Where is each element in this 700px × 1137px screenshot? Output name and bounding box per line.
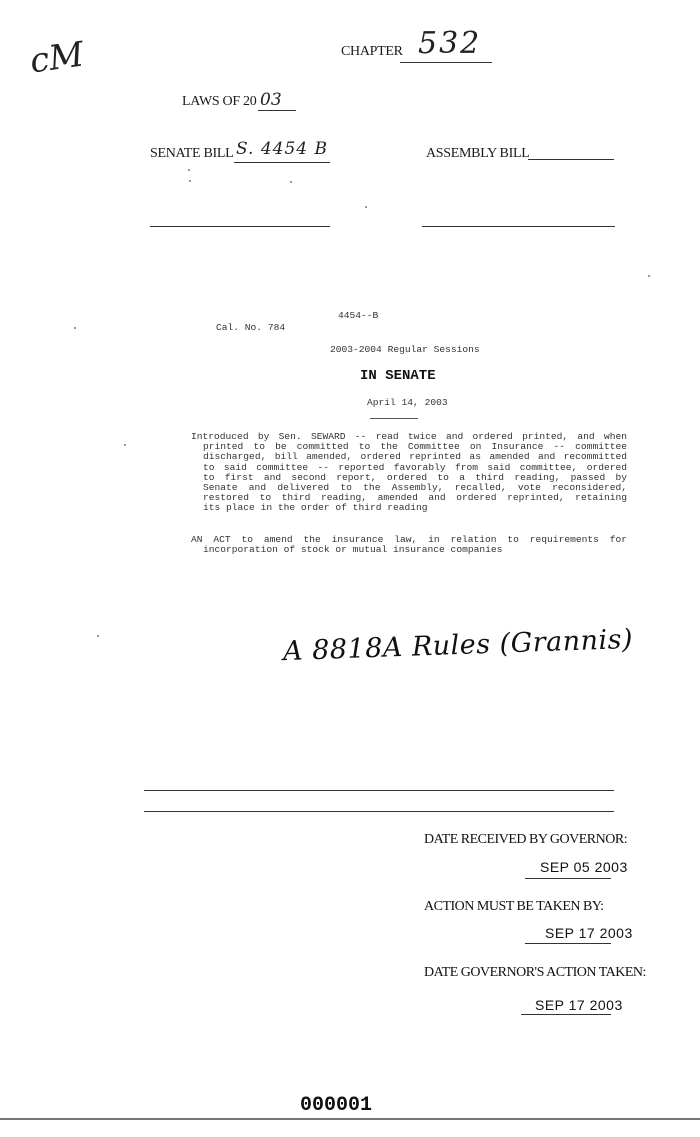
rule-bottom — [144, 811, 614, 812]
page-number: 000001 — [297, 1094, 375, 1117]
intro-line: discharged, bill amended, ordered reprinted as amended and recommitted — [203, 451, 627, 463]
senate-bill-label: SENATE BILL — [150, 146, 234, 161]
scan-speck — [365, 206, 367, 208]
act-line: incorporation of stock or mutual insurance companies — [203, 544, 503, 556]
chapter-underline — [400, 62, 492, 63]
action-deadline-label: ACTION MUST BE TAKEN BY: — [424, 899, 604, 914]
handwritten-initials: cM — [27, 34, 87, 82]
scan-speck — [648, 275, 650, 277]
laws-of-label: LAWS OF 20 — [182, 94, 257, 109]
intro-line: to first and second report, ordered to a third reading, passed by — [203, 471, 627, 483]
senate-bill-underline — [234, 162, 330, 163]
scan-speck — [189, 180, 191, 182]
act-line: AN ACT to amend the insurance law, in relation to requirements for — [191, 534, 627, 545]
assembly-bill-label: ASSEMBLY BILL — [426, 146, 530, 161]
scan-speck — [74, 327, 76, 329]
house-heading: IN SENATE — [360, 368, 436, 384]
scan-speck — [188, 169, 190, 171]
scan-speck — [290, 181, 292, 183]
intro-line: restored to third reading, amended and ordered reprinted, retaining — [203, 492, 627, 504]
chapter-label: CHAPTER — [341, 44, 403, 59]
action-date-underline — [521, 1014, 611, 1015]
received-date-stamp: SEP 05 2003 — [540, 859, 628, 875]
senate-bill-number: S. 4454 B — [236, 139, 329, 159]
scan-speck — [124, 444, 126, 446]
assembly-bill-underline — [528, 159, 614, 160]
print-number: 4454--B — [338, 310, 379, 321]
laws-year-underline — [258, 110, 296, 111]
action-date-stamp: SEP 17 2003 — [535, 997, 623, 1013]
calendar-number: Cal. No. 784 — [216, 322, 286, 333]
introduction-paragraph — [191, 432, 627, 514]
rule-top — [144, 790, 614, 791]
deadline-date-underline — [525, 943, 611, 944]
intro-line: Introduced by Sen. SEWARD -- read twice and ordered printed, and when — [191, 431, 627, 442]
act-paragraph — [191, 535, 627, 555]
intro-line: printed to be committed to the Committee on Insurance -- committee — [203, 441, 627, 453]
blank-line-left — [150, 226, 330, 227]
governor-action-label: DATE GOVERNOR'S ACTION TAKEN: — [424, 965, 646, 980]
date-divider — [370, 418, 418, 419]
intro-line: to said committee -- reported favorably from said committee, ordered — [203, 461, 627, 473]
footer-scan-line — [0, 1118, 700, 1120]
intro-line: its place in the order of third reading — [203, 502, 428, 514]
blank-line-right — [422, 226, 615, 227]
received-by-governor-label: DATE RECEIVED BY GOVERNOR: — [424, 832, 628, 847]
chapter-number: 532 — [418, 26, 482, 61]
received-date-underline — [525, 878, 611, 879]
scan-speck — [97, 635, 99, 637]
intro-line: Senate and delivered to the Assembly, recalled, vote reconsidered, — [203, 482, 627, 494]
handwritten-assembly-note: A 8818A Rules (Grannis) — [282, 623, 634, 668]
introduced-date: April 14, 2003 — [367, 397, 448, 408]
session-line: 2003-2004 Regular Sessions — [330, 344, 480, 355]
laws-year: 03 — [260, 90, 282, 110]
deadline-date-stamp: SEP 17 2003 — [545, 925, 633, 941]
